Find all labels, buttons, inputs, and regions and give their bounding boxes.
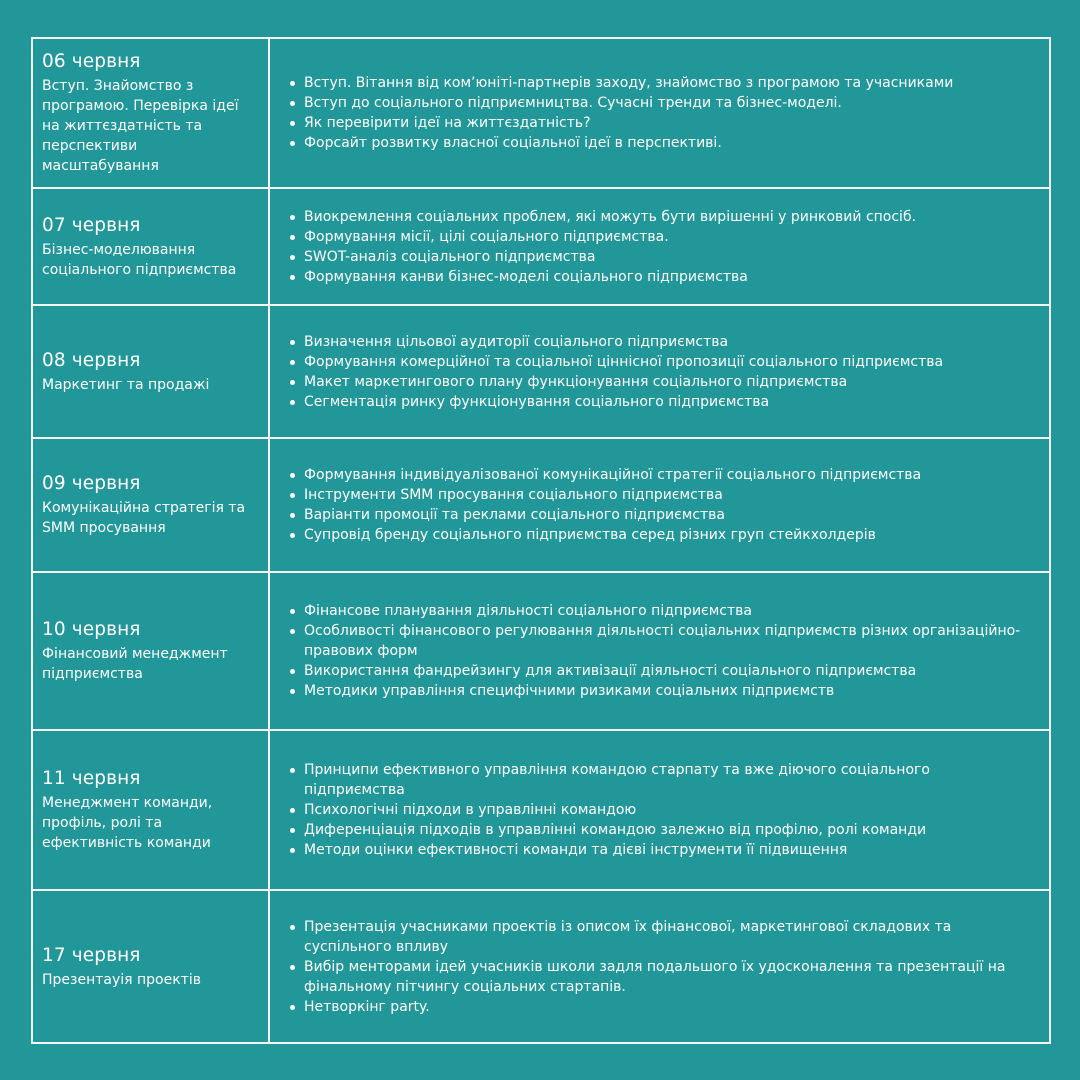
day-cell: [32, 188, 269, 305]
day-cell: [32, 38, 269, 188]
agenda-list: [304, 207, 1031, 287]
agenda-item: Сегментація ринку функціонування соціального підприємства: [304, 392, 1031, 412]
day-topic: Вступ. Знайомство з програмою. Перевірка ідеї на життєздатність та перспективи масштабування: [42, 78, 239, 174]
schedule-row: [32, 890, 1050, 1043]
agenda-cell: [269, 890, 1050, 1043]
day-cell: [32, 572, 269, 730]
day-date: 09 червня: [42, 473, 141, 494]
agenda-list: [304, 917, 1031, 1017]
schedule-row: [32, 188, 1050, 305]
agenda-item: Презентація учасниками проектів із описом їх фінансової, маркетингової складових та суспільного впливу: [304, 917, 1031, 957]
agenda-cell: [269, 730, 1050, 890]
agenda-item: Фінансове планування діяльності соціального підприємства: [304, 601, 1031, 621]
day-date: 11 червня: [42, 768, 141, 789]
agenda-item: Інструменти SMM просування соціального підприємства: [304, 485, 1031, 505]
agenda-item: Вступ. Вітання від ком’юніті-партнерів заходу, знайомство з програмою та учасниками: [304, 73, 1031, 93]
schedule-row: [32, 38, 1050, 188]
agenda-item: Принципи ефективного управління командою старпату та вже діючого соціального підприємства: [304, 760, 1031, 800]
agenda-cell: [269, 438, 1050, 572]
agenda-item: Визначення цільової аудиторії соціального підприємства: [304, 332, 1031, 352]
day-date: 17 червня: [42, 944, 141, 966]
agenda-item: Формування канви бізнес-моделі соціального підприємства: [304, 267, 1031, 287]
agenda-cell: [269, 38, 1050, 188]
day-topic: Комунікаційна стратегія та SMM просування: [42, 500, 246, 536]
schedule-row: [32, 572, 1050, 730]
day-date: 08 червня: [42, 349, 141, 371]
agenda-item: Супровід бренду соціального підприємства серед різних груп стейкхолдерів: [304, 525, 1031, 545]
agenda-item: Використання фандрейзингу для активізації діяльності соціального підприємства: [304, 661, 1031, 681]
day-date: 10 червня: [42, 619, 141, 640]
agenda-list: [304, 465, 1031, 545]
schedule-body: [32, 38, 1050, 1043]
agenda-cell: [269, 188, 1050, 305]
day-cell: [32, 890, 269, 1043]
agenda-item: Формування індивідуалізованої комунікаційної стратегії соціального підприємства: [304, 465, 1031, 485]
agenda-item: Психологічні підходи в управлінні командою: [304, 800, 1031, 820]
agenda-cell: [269, 572, 1050, 730]
schedule-row: [32, 305, 1050, 438]
agenda-item: Методи оцінки ефективності команди та дієві інструменти її підвищення: [304, 840, 1031, 860]
agenda-item: Вибір менторами ідей учасників школи задля подальшого їх удосконалення та презентації на фінальному пітчингу соціальних стартапів.: [304, 957, 1031, 997]
day-cell: [32, 438, 269, 572]
agenda-item: Виокремлення соціальних проблем, які можуть бути вирішенні у ринковий спосіб.: [304, 207, 1031, 227]
agenda-item: Формування місії, цілі соціального підприємства.: [304, 227, 1031, 247]
schedule-row: [32, 438, 1050, 572]
agenda-item: SWOT-аналіз соціального підприємства: [304, 247, 1031, 267]
day-cell: [32, 305, 269, 438]
day-cell: [32, 730, 269, 890]
day-topic: Фінансовий менеджмент підприємства: [42, 646, 228, 682]
schedule-row: [32, 730, 1050, 890]
agenda-item: Методики управління специфічними ризиками соціальних підприємств: [304, 681, 1031, 701]
day-date: 06 червня: [42, 51, 141, 72]
agenda-item: Форсайт розвитку власної соціальної ідеї в перспективі.: [304, 133, 1031, 153]
day-date: 07 червня: [42, 214, 141, 236]
agenda-item: Особливості фінансового регулювання діяльності соціальних підприємств різних організаційно-правових форм: [304, 621, 1031, 661]
agenda-item: Вступ до соціального підприємництва. Сучасні тренди та бізнес-моделі.: [304, 93, 1031, 113]
agenda-item: Формування комерційної та соціальної ціннісної пропозиції соціального підприємства: [304, 352, 1031, 372]
agenda-item: Диференціація підходів в управлінні командою залежно від профілю, ролі команди: [304, 820, 1031, 840]
agenda-item: Як перевірити ідеї на життєздатність?: [304, 113, 1031, 133]
agenda-item: Нетворкінг party.: [304, 997, 1031, 1017]
day-topic: Бізнес-моделювання соціального підприємства: [42, 241, 237, 278]
day-topic: Маркетинг та продажі: [42, 376, 210, 393]
agenda-cell: [269, 305, 1050, 438]
agenda-list: [304, 73, 1031, 153]
agenda-list: [304, 601, 1031, 701]
agenda-list: [304, 760, 1031, 860]
day-topic: Презентауія проектів: [42, 971, 201, 988]
agenda-item: Макет маркетингового плану функціонування соціального підприємства: [304, 372, 1031, 392]
day-topic: Менеджмент команди, профіль, ролі та ефективність команди: [42, 795, 213, 851]
schedule-table: [31, 37, 1051, 1044]
agenda-item: Варіанти промоції та реклами соціального підприємства: [304, 505, 1031, 525]
agenda-list: [304, 332, 1031, 412]
